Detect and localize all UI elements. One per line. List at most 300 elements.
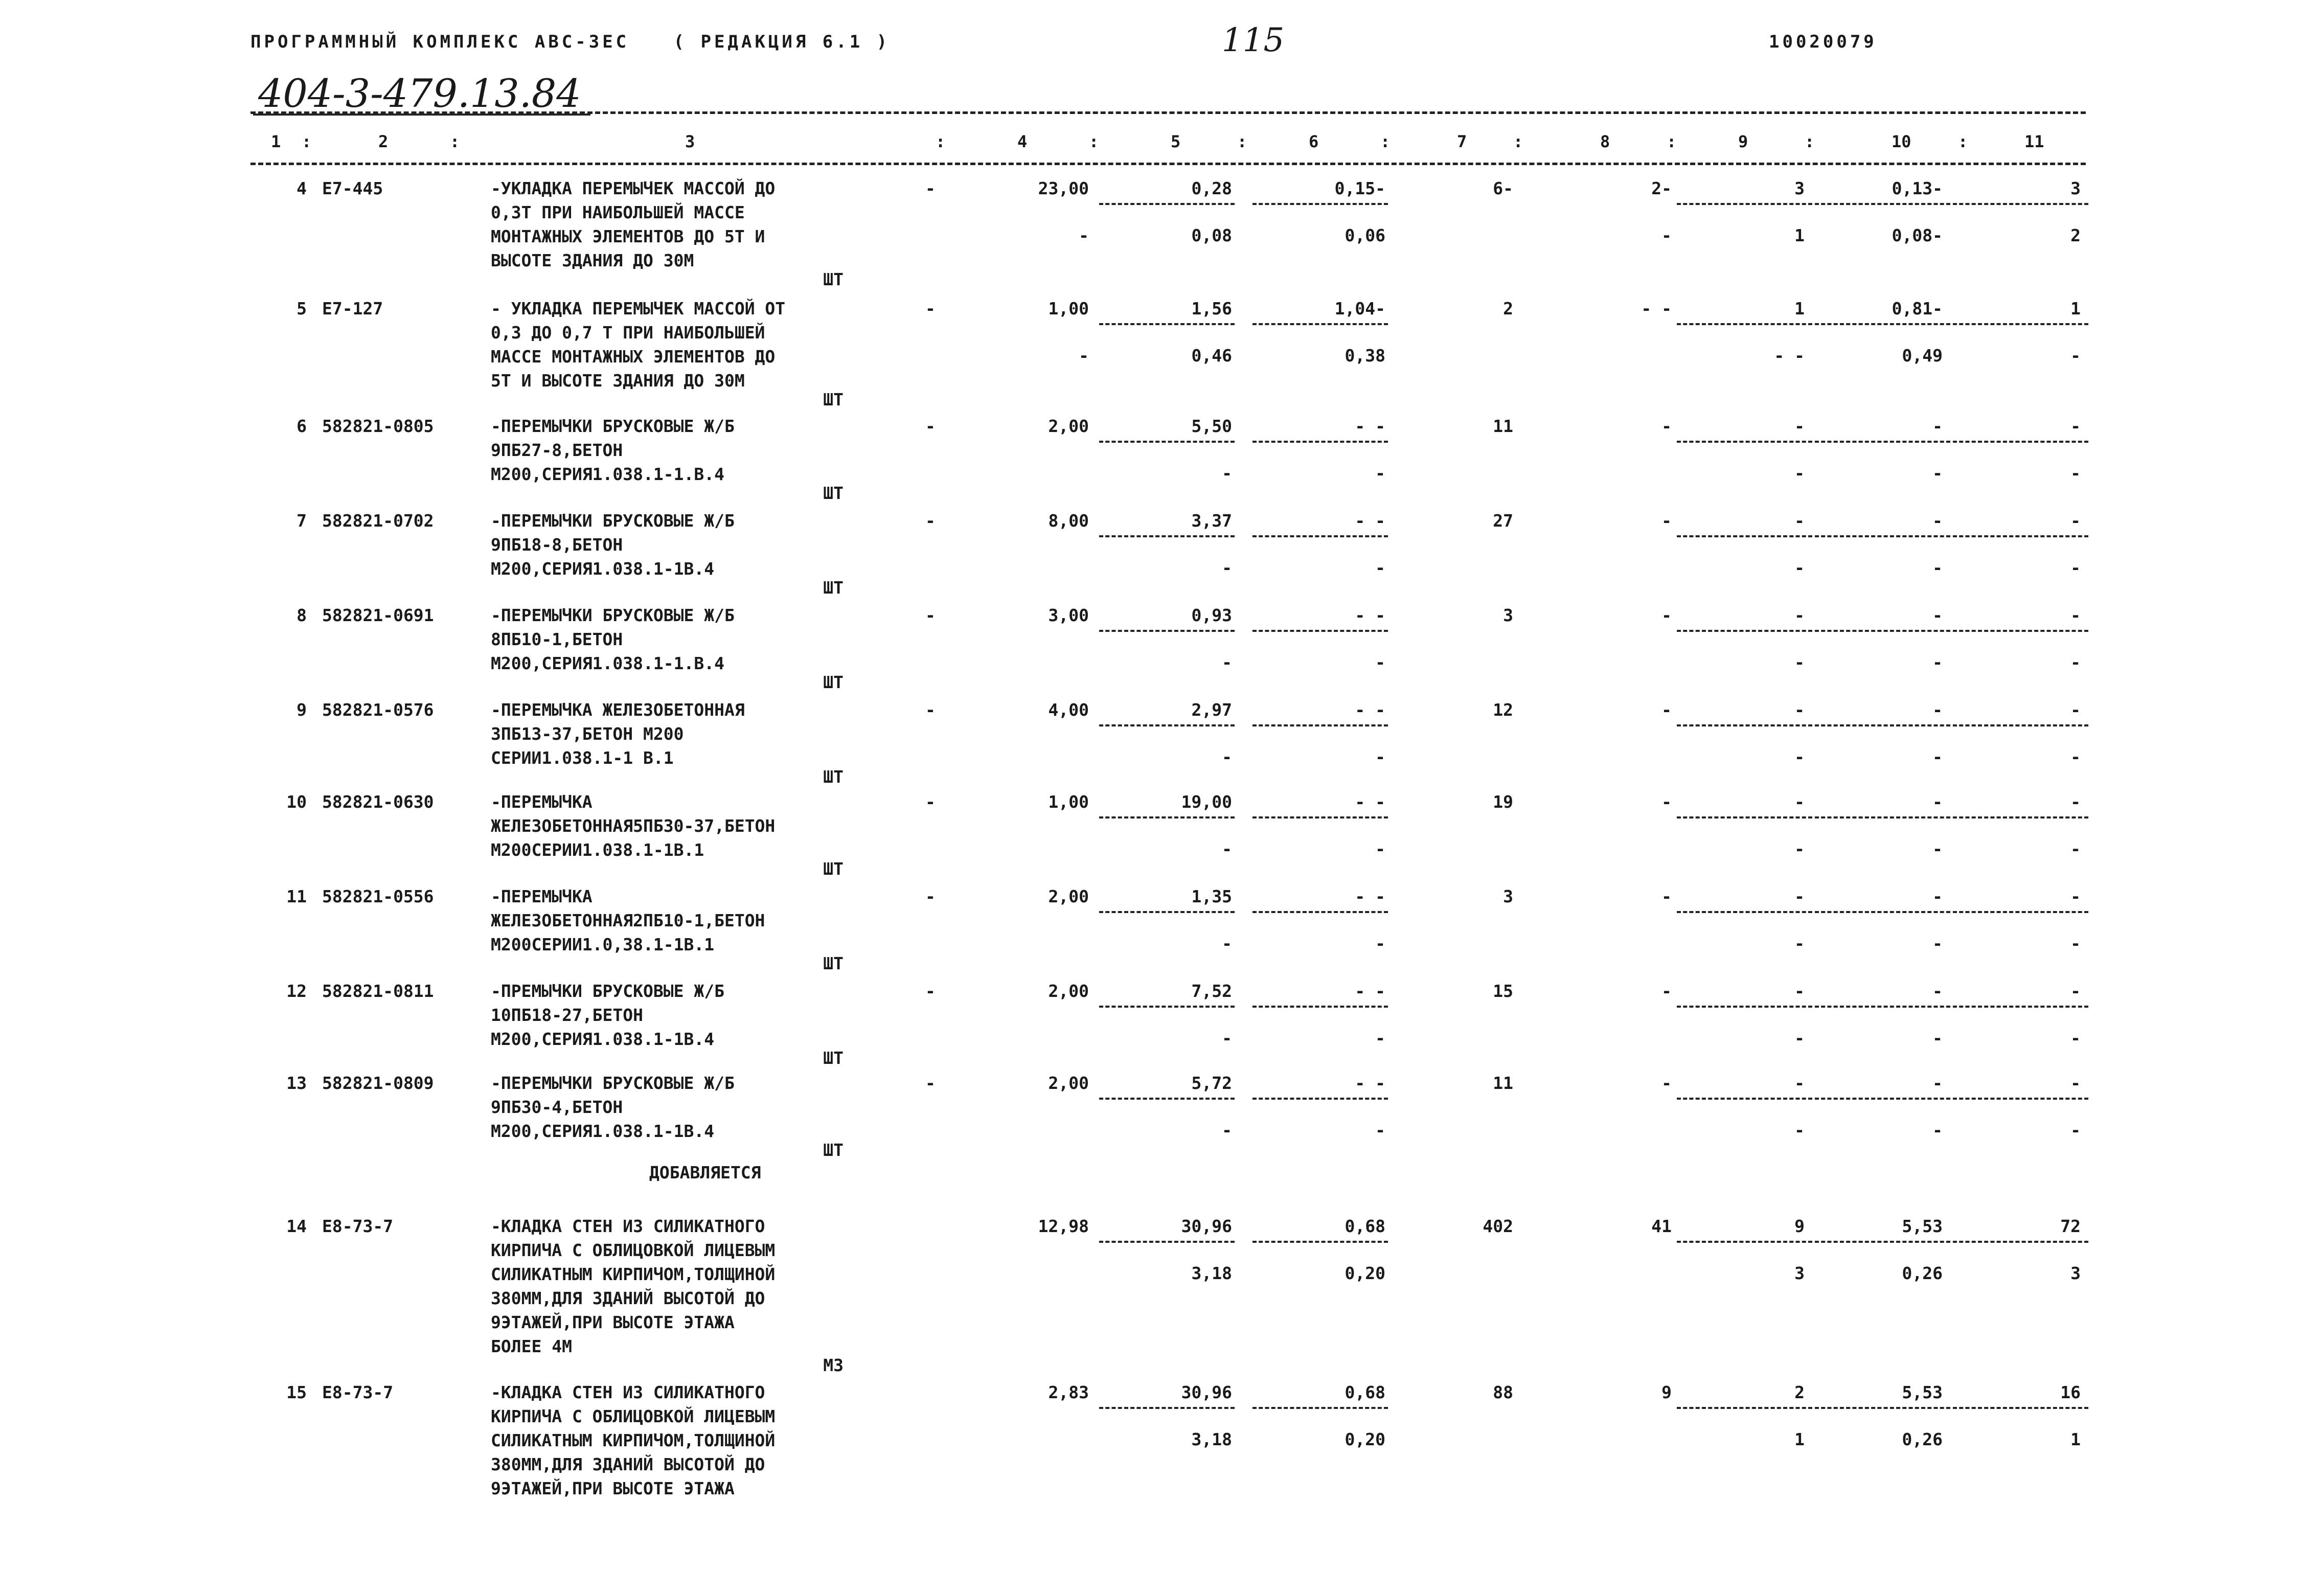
sub-separator <box>1099 911 1235 913</box>
item-description-line: ЖЕЛЕЗОБЕТОННАЯ2ПБ10-1,БЕТОН <box>491 911 765 930</box>
labor-norm-secondary: 0,08- <box>1892 225 1943 245</box>
labor-total-secondary: 1 <box>2070 1429 2081 1449</box>
cost-secondary: 3,18 <box>1191 1263 1232 1283</box>
column-marker: - <box>925 416 936 436</box>
row-number: 4 <box>297 178 307 198</box>
total-wage: - <box>1661 792 1672 812</box>
labor-total-secondary: - <box>2070 747 2081 767</box>
total-wage: - <box>1661 1073 1672 1093</box>
sub-separator <box>1252 441 1388 443</box>
row-number: 8 <box>297 605 307 625</box>
item-unit: ШТ <box>823 578 844 598</box>
labor-hours-secondary: - <box>1794 934 1805 953</box>
labor-hours: - <box>1794 511 1805 531</box>
labor-hours: 9 <box>1794 1216 1805 1236</box>
sub-separator <box>1815 1407 1950 1409</box>
column-marker: - <box>925 605 936 625</box>
wage-secondary: - <box>1375 652 1385 672</box>
item-description-line: -ПЕРЕМЫЧКА <box>491 886 593 906</box>
item-unit: М3 <box>823 1355 844 1375</box>
item-description-line: -КЛАДКА СТЕН ИЗ СИЛИКАТНОГО <box>491 1382 765 1402</box>
labor-total: - <box>2070 886 2081 906</box>
wage-per-unit: - - <box>1355 700 1385 720</box>
program-name: ПРОГРАММНЫЙ КОМПЛЕКС АВС-3ЕС <box>250 32 630 52</box>
labor-norm: - <box>1932 981 1943 1001</box>
item-unit: ШТ <box>823 483 844 503</box>
item-description-line: 0,3 ДО 0,7 Т ПРИ НАИБОЛЬШЕЙ <box>491 323 765 343</box>
labor-norm: - <box>1932 700 1943 720</box>
column-separator: : <box>1380 132 1391 151</box>
item-description-line: 0,3Т ПРИ НАИБОЛЬШЕЙ МАССЕ <box>491 202 745 222</box>
cost-secondary: - <box>1222 934 1232 953</box>
cost-secondary: - <box>1222 463 1232 483</box>
sub-separator <box>1099 203 1235 205</box>
total-cost: 12 <box>1493 700 1513 720</box>
sub-separator <box>1953 203 2088 205</box>
labor-norm-secondary: 0,26 <box>1902 1429 1943 1449</box>
labor-total-secondary: - <box>2070 839 2081 859</box>
quantity: 3,00 <box>1048 605 1089 625</box>
item-description-line: -ПЕРЕМЫЧКИ БРУСКОВЫЕ Ж/Б <box>491 605 735 625</box>
sub-separator <box>1677 911 1812 913</box>
item-description-line: СИЛИКАТНЫМ КИРПИЧОМ,ТОЛЩИНОЙ <box>491 1264 776 1284</box>
labor-norm-secondary: - <box>1932 1028 1943 1048</box>
sub-separator <box>1099 1098 1235 1100</box>
section-note: ДОБАВЛЯЕТСЯ <box>649 1163 761 1182</box>
column-separator: : <box>1667 132 1677 151</box>
item-description-line: 380ММ,ДЛЯ ЗДАНИЙ ВЫСОТОЙ ДО <box>491 1288 765 1308</box>
total-wage: - - <box>1641 299 1672 318</box>
row-number: 10 <box>286 792 307 812</box>
cost-per-unit: 0,93 <box>1191 605 1232 625</box>
wage-secondary: - <box>1375 463 1385 483</box>
sub-separator <box>1677 1407 1812 1409</box>
item-description-line: М200,СЕРИЯ1.038.1-1.В.4 <box>491 464 724 484</box>
item-description-line: 5Т И ВЫСОТЕ ЗДАНИЯ ДО 30М <box>491 371 745 391</box>
item-description-line: 9ПБ18-8,БЕТОН <box>491 535 623 555</box>
total-wage: 2- <box>1651 178 1672 198</box>
sub-separator <box>1252 724 1388 726</box>
item-description-line: 3ПБ13-37,БЕТОН М200 <box>491 724 684 744</box>
total-wage: - <box>1661 700 1672 720</box>
labor-total: - <box>2070 416 2081 436</box>
cost-secondary: - <box>1222 1028 1232 1048</box>
labor-hours: - <box>1794 700 1805 720</box>
column-header-10: 10 <box>1892 132 1911 151</box>
labor-total: 72 <box>2060 1216 2081 1236</box>
labor-total: 16 <box>2060 1382 2081 1402</box>
quantity: 1,00 <box>1048 299 1089 318</box>
labor-hours: - <box>1794 792 1805 812</box>
cost-per-unit: 1,56 <box>1191 299 1232 318</box>
item-description-line: 9ПБ30-4,БЕТОН <box>491 1097 623 1117</box>
page-number: 115 <box>1222 21 1285 59</box>
total-wage: - <box>1661 511 1672 531</box>
item-description-line: - УКЛАДКА ПЕРЕМЫЧЕК МАССОЙ ОТ <box>491 299 786 318</box>
row-number: 11 <box>286 886 307 906</box>
labor-norm-secondary: - <box>1932 1120 1943 1140</box>
wage-per-unit: 1,04- <box>1334 299 1385 318</box>
item-description-line: БОЛЕЕ 4М <box>491 1336 572 1356</box>
column-header-4: 4 <box>1017 132 1028 151</box>
labor-hours-secondary: 1 <box>1794 225 1805 245</box>
column-marker: - <box>925 792 936 812</box>
item-description-line: М200СЕРИИ1.0,38.1-1В.1 <box>491 935 715 954</box>
row-number: 9 <box>297 700 307 720</box>
item-description-line: ЖЕЛЕЗОБЕТОННАЯ5ПБ30-37,БЕТОН <box>491 816 776 836</box>
sub-separator <box>1252 203 1388 205</box>
labor-total-secondary: 2 <box>2070 225 2081 245</box>
item-unit: ШТ <box>823 1048 844 1068</box>
item-code: 582821-0630 <box>322 792 434 812</box>
sub-separator <box>1677 1006 1812 1008</box>
wage-secondary: 0,06 <box>1345 225 1385 245</box>
column-header-7: 7 <box>1457 132 1467 151</box>
column-separator: : <box>302 132 312 151</box>
column-header-5: 5 <box>1171 132 1181 151</box>
quantity: 2,00 <box>1048 416 1089 436</box>
item-description-line: -ПЕРЕМЫЧКИ БРУСКОВЫЕ Ж/Б <box>491 416 735 436</box>
sub-separator <box>1815 323 1950 325</box>
total-cost: 11 <box>1493 1073 1513 1093</box>
sub-separator <box>1099 1241 1235 1243</box>
cost-per-unit: 1,35 <box>1191 886 1232 906</box>
item-code: 582821-0811 <box>322 981 434 1001</box>
quantity: 4,00 <box>1048 700 1089 720</box>
labor-norm: - <box>1932 1073 1943 1093</box>
item-description-line: СИЛИКАТНЫМ КИРПИЧОМ,ТОЛЩИНОЙ <box>491 1430 776 1450</box>
item-description-line: 9ПБ27-8,БЕТОН <box>491 440 623 460</box>
total-cost: 88 <box>1493 1382 1513 1402</box>
sub-separator <box>1677 724 1812 726</box>
cost-per-unit: 5,50 <box>1191 416 1232 436</box>
item-code: 582821-0576 <box>322 700 434 720</box>
total-cost: 15 <box>1493 981 1513 1001</box>
item-unit: ШТ <box>823 390 844 409</box>
labor-hours: - <box>1794 1073 1805 1093</box>
quantity-secondary: - <box>1079 346 1089 366</box>
sub-separator <box>1953 1098 2088 1100</box>
cost-secondary: - <box>1222 652 1232 672</box>
quantity: 2,00 <box>1048 1073 1089 1093</box>
cost-secondary: - <box>1222 747 1232 767</box>
total-cost: 3 <box>1503 886 1513 906</box>
quantity: 8,00 <box>1048 511 1089 531</box>
wage-secondary: 0,20 <box>1345 1429 1385 1449</box>
sub-separator <box>1677 203 1812 205</box>
item-description-line: 9ЭТАЖЕЙ,ПРИ ВЫСОТЕ ЭТАЖА <box>491 1478 735 1498</box>
labor-norm-secondary: 0,26 <box>1902 1263 1943 1283</box>
total-wage: 41 <box>1651 1216 1672 1236</box>
labor-hours-secondary: - - <box>1774 346 1805 366</box>
handwritten-reference: 404-3-479.13.84 <box>258 71 581 116</box>
labor-norm: 0,81- <box>1892 299 1943 318</box>
cost-per-unit: 3,37 <box>1191 511 1232 531</box>
wage-per-unit: - - <box>1355 981 1385 1001</box>
labor-total-secondary: - <box>2070 463 2081 483</box>
labor-hours: 3 <box>1794 178 1805 198</box>
sub-separator <box>1677 630 1812 632</box>
labor-hours-secondary: - <box>1794 1028 1805 1048</box>
labor-total: - <box>2070 700 2081 720</box>
labor-total: - <box>2070 511 2081 531</box>
row-number: 5 <box>297 299 307 318</box>
labor-hours: 2 <box>1794 1382 1805 1402</box>
wage-secondary: - <box>1375 839 1385 859</box>
row-number: 6 <box>297 416 307 436</box>
edition-label: ( РЕДАКЦИЯ 6.1 ) <box>673 32 891 52</box>
total-wage: - <box>1661 886 1672 906</box>
labor-norm-secondary: 0,49 <box>1902 346 1943 366</box>
sub-separator <box>1815 203 1950 205</box>
wage-per-unit: - - <box>1355 792 1385 812</box>
column-separator: : <box>1805 132 1815 151</box>
labor-norm: 0,13- <box>1892 178 1943 198</box>
sub-separator <box>1815 441 1950 443</box>
labor-total-secondary: - <box>2070 652 2081 672</box>
item-description-line: 10ПБ18-27,БЕТОН <box>491 1005 644 1025</box>
column-marker: - <box>925 1073 936 1093</box>
labor-norm-secondary: - <box>1932 558 1943 578</box>
total-wage: - <box>1661 605 1672 625</box>
quantity: 1,00 <box>1048 792 1089 812</box>
item-description-line: МОНТАЖНЫХ ЭЛЕМЕНТОВ ДО 5Т И <box>491 226 765 246</box>
labor-total-secondary: - <box>2070 346 2081 366</box>
column-separator: : <box>1237 132 1247 151</box>
column-marker: - <box>925 700 936 720</box>
sub-separator <box>1953 1241 2088 1243</box>
cost-per-unit: 2,97 <box>1191 700 1232 720</box>
cost-per-unit: 7,52 <box>1191 981 1232 1001</box>
sub-separator <box>1953 323 2088 325</box>
column-marker: - <box>925 511 936 531</box>
total-wage: - <box>1661 416 1672 436</box>
column-marker: - <box>925 299 936 318</box>
sub-separator <box>1099 630 1235 632</box>
item-description-line: МАССЕ МОНТАЖНЫХ ЭЛЕМЕНТОВ ДО <box>491 347 776 367</box>
sub-separator <box>1252 816 1388 818</box>
labor-hours-secondary: 1 <box>1794 1429 1805 1449</box>
labor-hours-secondary: - <box>1794 558 1805 578</box>
item-code: 582821-0805 <box>322 416 434 436</box>
sub-separator <box>1677 441 1812 443</box>
sub-separator <box>1252 911 1388 913</box>
quantity-secondary: - <box>1079 225 1089 245</box>
item-description-line: ВЫСОТЕ ЗДАНИЯ ДО 30М <box>491 251 694 270</box>
total-cost: 19 <box>1493 792 1513 812</box>
column-marker: - <box>925 178 936 198</box>
total-cost: 11 <box>1493 416 1513 436</box>
labor-hours-secondary: - <box>1794 652 1805 672</box>
quantity: 2,00 <box>1048 981 1089 1001</box>
labor-hours: 1 <box>1794 299 1805 318</box>
sub-separator <box>1099 1006 1235 1008</box>
labor-norm: - <box>1932 511 1943 531</box>
labor-hours: - <box>1794 605 1805 625</box>
document-code: 10020079 <box>1769 32 1877 52</box>
sub-separator <box>1099 1407 1235 1409</box>
sub-separator <box>1099 323 1235 325</box>
item-description-line: -ПРЕМЫЧКИ БРУСКОВЫЕ Ж/Б <box>491 981 724 1001</box>
wage-per-unit: - - <box>1355 416 1385 436</box>
item-code: 582821-0691 <box>322 605 434 625</box>
cost-secondary: - <box>1222 1120 1232 1140</box>
sub-separator <box>1252 535 1388 537</box>
column-header-1: 1 <box>271 132 281 151</box>
row-number: 13 <box>286 1073 307 1093</box>
wage-secondary: - <box>1375 747 1385 767</box>
sub-separator <box>1815 630 1950 632</box>
quantity: 12,98 <box>1038 1216 1089 1236</box>
labor-hours-secondary: - <box>1794 839 1805 859</box>
column-header-2: 2 <box>378 132 389 151</box>
labor-hours: - <box>1794 416 1805 436</box>
item-description-line: -ПЕРЕМЫЧКА <box>491 792 593 812</box>
labor-norm: - <box>1932 605 1943 625</box>
sub-separator <box>1677 816 1812 818</box>
labor-norm-secondary: - <box>1932 463 1943 483</box>
item-code: 582821-0702 <box>322 511 434 531</box>
cost-per-unit: 0,28 <box>1191 178 1232 198</box>
item-code: 582821-0809 <box>322 1073 434 1093</box>
row-number: 15 <box>286 1382 307 1402</box>
labor-norm: - <box>1932 792 1943 812</box>
item-code: 582821-0556 <box>322 886 434 906</box>
labor-hours: - <box>1794 981 1805 1001</box>
total-cost: 402 <box>1483 1216 1513 1236</box>
cost-per-unit: 30,96 <box>1181 1216 1232 1236</box>
item-code: Е7-445 <box>322 178 383 198</box>
sub-separator <box>1677 535 1812 537</box>
labor-hours-secondary: - <box>1794 463 1805 483</box>
sub-separator <box>1815 816 1950 818</box>
item-unit: ШТ <box>823 953 844 973</box>
column-separator: : <box>936 132 946 151</box>
item-description-line: -КЛАДКА СТЕН ИЗ СИЛИКАТНОГО <box>491 1216 765 1236</box>
sub-separator <box>1815 1006 1950 1008</box>
sub-separator <box>1815 535 1950 537</box>
sub-separator <box>1815 1098 1950 1100</box>
labor-total: 1 <box>2070 299 2081 318</box>
wage-secondary: - <box>1375 1120 1385 1140</box>
labor-norm: 5,53 <box>1902 1216 1943 1236</box>
cost-secondary: - <box>1222 558 1232 578</box>
item-unit: ШТ <box>823 767 844 787</box>
sub-separator <box>1815 1241 1950 1243</box>
quantity: 2,83 <box>1048 1382 1089 1402</box>
program-title <box>250 32 890 52</box>
labor-total: - <box>2070 605 2081 625</box>
sub-separator <box>1953 816 2088 818</box>
total-wage: - <box>1661 981 1672 1001</box>
item-description-line: -ПЕРЕМЫЧКИ БРУСКОВЫЕ Ж/Б <box>491 1073 735 1093</box>
sub-separator <box>1953 535 2088 537</box>
wage-secondary: 0,38 <box>1345 346 1385 366</box>
sub-separator <box>1252 323 1388 325</box>
item-unit: ШТ <box>823 859 844 879</box>
labor-total: - <box>2070 1073 2081 1093</box>
total-wage-secondary: - <box>1661 225 1672 245</box>
labor-hours: - <box>1794 886 1805 906</box>
column-header-8: 8 <box>1600 132 1610 151</box>
sub-separator <box>1099 535 1235 537</box>
item-unit: ШТ <box>823 1140 844 1160</box>
sub-separator <box>1099 816 1235 818</box>
sub-separator <box>1099 441 1235 443</box>
item-description-line: 9ЭТАЖЕЙ,ПРИ ВЫСОТЕ ЭТАЖА <box>491 1312 735 1332</box>
item-description-line: М200,СЕРИЯ1.038.1-1.В.4 <box>491 653 724 673</box>
labor-norm: - <box>1932 416 1943 436</box>
item-unit: ШТ <box>823 269 844 289</box>
labor-norm: 5,53 <box>1902 1382 1943 1402</box>
quantity: 2,00 <box>1048 886 1089 906</box>
column-separator: : <box>450 132 460 151</box>
sub-separator <box>1252 1407 1388 1409</box>
sub-separator <box>1953 1006 2088 1008</box>
labor-total-secondary: - <box>2070 1028 2081 1048</box>
sub-separator <box>1677 323 1812 325</box>
column-marker: - <box>925 981 936 1001</box>
cost-per-unit: 30,96 <box>1181 1382 1232 1402</box>
sub-separator <box>1677 1098 1812 1100</box>
column-header-3: 3 <box>685 132 695 151</box>
sub-separator <box>1953 441 2088 443</box>
labor-norm-secondary: - <box>1932 747 1943 767</box>
total-wage: 9 <box>1661 1382 1672 1402</box>
wage-secondary: - <box>1375 934 1385 953</box>
sub-separator <box>1099 724 1235 726</box>
item-code: Е7-127 <box>322 299 383 318</box>
sub-separator <box>1252 630 1388 632</box>
table-header-rule <box>250 163 2086 165</box>
labor-total-secondary: 3 <box>2070 1263 2081 1283</box>
labor-norm: - <box>1932 886 1943 906</box>
item-description-line: СЕРИИ1.038.1-1 В.1 <box>491 748 674 768</box>
sub-separator <box>1252 1241 1388 1243</box>
wage-per-unit: 0,68 <box>1345 1382 1385 1402</box>
wage-per-unit: 0,68 <box>1345 1216 1385 1236</box>
item-description-line: -ПЕРЕМЫЧКА ЖЕЛЕЗОБЕТОННАЯ <box>491 700 745 720</box>
column-separator: : <box>1089 132 1099 151</box>
item-description-line: 380ММ,ДЛЯ ЗДАНИЙ ВЫСОТОЙ ДО <box>491 1454 765 1474</box>
labor-total: 3 <box>2070 178 2081 198</box>
row-number: 7 <box>297 511 307 531</box>
item-code: Е8-73-7 <box>322 1382 394 1402</box>
item-unit: ШТ <box>823 672 844 692</box>
sub-separator <box>1953 1407 2088 1409</box>
column-separator: : <box>1958 132 1968 151</box>
labor-hours-secondary: 3 <box>1794 1263 1805 1283</box>
column-separator: : <box>1513 132 1523 151</box>
column-header-9: 9 <box>1738 132 1748 151</box>
wage-per-unit: - - <box>1355 605 1385 625</box>
cost-per-unit: 19,00 <box>1181 792 1232 812</box>
sub-separator <box>1677 1241 1812 1243</box>
column-header-11: 11 <box>2024 132 2044 151</box>
labor-total: - <box>2070 792 2081 812</box>
wage-secondary: - <box>1375 1028 1385 1048</box>
row-number: 12 <box>286 981 307 1001</box>
wage-per-unit: - - <box>1355 886 1385 906</box>
labor-norm-secondary: - <box>1932 934 1943 953</box>
wage-secondary: - <box>1375 558 1385 578</box>
sub-separator <box>1953 911 2088 913</box>
cost-secondary: 0,46 <box>1191 346 1232 366</box>
labor-total-secondary: - <box>2070 558 2081 578</box>
total-cost: 2 <box>1503 299 1513 318</box>
sub-separator <box>1252 1006 1388 1008</box>
labor-total-secondary: - <box>2070 1120 2081 1140</box>
